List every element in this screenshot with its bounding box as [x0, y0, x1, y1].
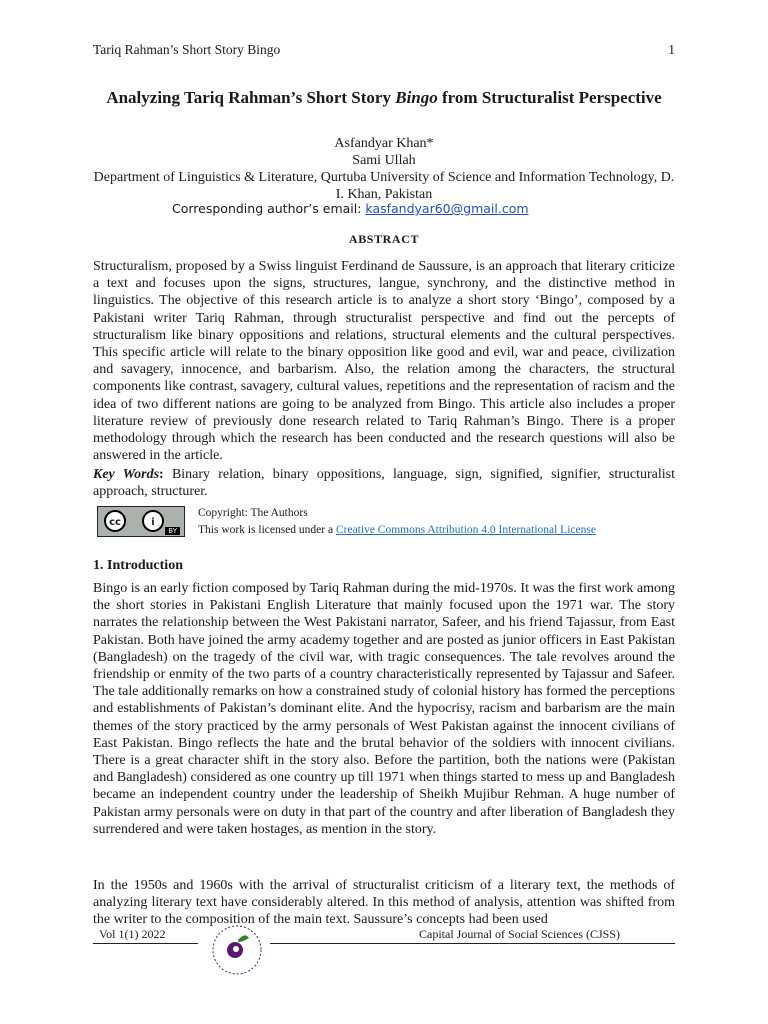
- journal-logo-icon: [207, 920, 267, 980]
- abstract-heading: ABSTRACT: [348, 232, 420, 246]
- license-text: [198, 505, 596, 539]
- title-author-name: Tariq Rahman: [183, 88, 291, 107]
- title-story-name: Bingo: [395, 88, 438, 107]
- paper-title: [93, 87, 675, 108]
- footer-journal: Capital Journal of Social Sciences (CJSS): [270, 927, 675, 944]
- by-label: BY: [165, 527, 180, 535]
- correspondence-line: [172, 201, 529, 216]
- license-line: [198, 522, 596, 539]
- running-title: Tariq Rahman’s Short Story Bingo: [93, 42, 281, 57]
- license-block: [97, 505, 677, 541]
- keywords: [93, 466, 675, 500]
- keywords-text: Binary relation, binary oppositions, language, sign, signified, signifier, structuralist approach, structurer.: [93, 467, 675, 500]
- title-part-2: ’s Short Story: [290, 88, 396, 107]
- abstract-text: Structuralism, proposed by a Swiss linguist Ferdinand de Saussure, is an approach that literary criticize a text and focuses upon the signs, structures, langue, synchrony, and the distinctive method in linguistics. The objective of this research article is to analyze a short story ‘Bingo’, composed by a Pakistani writer Tariq Rahman, through structuralist perspective and find out the percepts of structuralism like binary oppositions and relations, structural elements and the cultural perspectives. This specific article will relate to the binary opposition like good and evil, war and peace, civilization and savagery, innocence, and barbarism. Also, the relation among the characters, the structural components like contrast, savagery, cultural values, repetitions and the representation of racism and the idea of two different nations are going to be analyzed from Bingo. This article also includes a proper literature review of previously done research related to Tariq Rahman’s Bingo. There is a proper methodology through which the research has been conducted and the research questions will also be answered in the article.: [93, 259, 675, 464]
- intro-paragraph-2: In the 1950s and 1960s with the arrival of structuralist criticism of a literary text, the methods of analyzing literary text have considerably altered. In this method of analysis, attention was shifted from the writer to the composition of the main text. Saussure’s concepts had been used: [93, 878, 675, 928]
- license-link[interactable]: Creative Commons Attribution 4.0 International License: [335, 524, 596, 536]
- running-header: [93, 42, 675, 58]
- title-part-1: Analyzing: [106, 88, 184, 107]
- cc-icon: cc: [104, 510, 126, 532]
- email-link[interactable]: kasfandyar60@gmail.com: [365, 201, 529, 216]
- page-number: 1: [668, 42, 675, 57]
- author-1: Asfandyar Khan*: [334, 136, 434, 151]
- author-2: Sami Ullah: [352, 153, 416, 168]
- footer-volume: Vol 1(1) 2022: [93, 927, 198, 944]
- license-prefix: This work is licensed under a: [198, 524, 336, 536]
- correspondence-label: Corresponding author’s email:: [172, 201, 366, 216]
- section-heading-introduction: 1. Introduction: [93, 558, 183, 573]
- keywords-label: Key Words: [93, 467, 160, 482]
- title-part-3: from Structuralist Perspective: [437, 88, 662, 107]
- cc-by-badge-icon[interactable]: [97, 506, 185, 537]
- intro-paragraph-1: Bingo is an early fiction composed by Tariq Rahman during the mid-1970s. It was the first work among the short stories in Pakistani English Literature that mainly focused upon the 1971 war. The story narrates the relationship between the West Pakistani narrator, Safeer, and his friend Tajassur, from East Pakistan. Both have joined the army academy together and are posted as junior officers in East Pakistan (Bangladesh) on the tragedy of the civil war, with tragic consequences. The tale revolves around the friendship or enmity of the two parts of a country characteristically represented by Tajassur and Safeer. The tale additionally remarks on how a constrained study of colonial history has formed the perceptions and establishments of Pakistan’s dominant elite. And the hypocrisy, racism and barbarism are the main themes of the story practiced by the army personals of West Pakistan against the innocent civilians of East Pakistan. Bingo reflects the hate and the brutal behavior of the soldiers with innocent civilians. There is a great character shift in the story also. Before the partition, both the nations were (Pakistan and Bangladesh) considered as one country up till 1971 when things started to mess up and Bangladesh became an independent country under the leadership of Sheikh Mujibur Rehman. A huge number of Pakistan army personals were on duty in that part of the country and after liberation of Bangladesh they surrendered and were taken hostages, as mention in the story.: [93, 581, 676, 837]
- affiliation: Department of Linguistics & Literature, Qurtuba University of Science and Information Technology, D. I. Khan, Pakistan: [93, 170, 675, 202]
- attribution-icon: i: [142, 510, 164, 532]
- author-block: [93, 135, 675, 203]
- copyright-line: Copyright: The Authors: [198, 507, 308, 519]
- keywords-colon: :: [159, 467, 164, 482]
